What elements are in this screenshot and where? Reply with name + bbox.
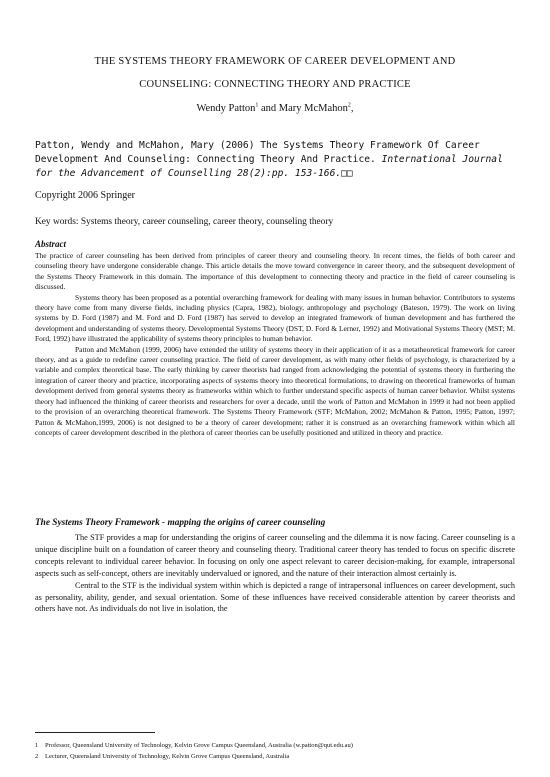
author-line-comma: ,	[350, 103, 354, 114]
section-body	[35, 532, 515, 615]
author-name-2: and Mary McMahon	[258, 103, 348, 114]
citation-journal: International Journal for the Advancement of Counselling 28(2):pp. 153-166.	[35, 154, 503, 179]
copyright-notice: Copyright 2006 Springer	[35, 190, 135, 201]
citation-trailing-marks: □□	[341, 168, 353, 179]
abstract-paragraph-1: The practice of career counseling has been derived from principles of career theory and counseling theory. In recent times, the fields of both career and counseling theory have undergone considerable change. This article details the move toward convergence in career theory, and the subsequent development of the Systems Theory Framework in this domain. The importance of this development to connecting theory and practice in the field of career counseling is discussed.	[35, 251, 515, 292]
footnote-text-1: Professor, Queensland University of Technology, Kelvin Grove Campus Queensland, Australia (w.patton@qut.edu.au)	[45, 742, 353, 749]
footnote-ref-2: 2	[347, 102, 351, 109]
abstract-body	[35, 251, 515, 438]
footnote-ref-1: 1	[255, 102, 259, 109]
paper-title-line-1: THE SYSTEMS THEORY FRAMEWORK OF CAREER DEVELOPMENT AND	[94, 56, 456, 67]
abstract-heading: Abstract	[35, 239, 67, 249]
footnote-text-2: Lecturer, Queensland University of Technology, Kelvin Grove Campus Queensland, Australia	[45, 753, 290, 760]
abstract-paragraph-3: Patton and McMahon (1999, 2006) have extended the utility of systems theory in their application of it as a metatheoretical framework for career theory, and as a guide to redefine career counseling practice. The field of career development, as with many other fields of psychology, is characterized by a variable and complex theoretical base. The early thinking by career theorists had ranged from acknowledging the potential of systems theory in furthering the integration of career theory and practice, incorporating aspects of systems theory into theoretical formulations, to drawing on theoretical frameworks of human development derived from general systems theory as frameworks within which to further understand specific aspects of human career behavior. Whilst systems theory had influenced the thinking of career theorists and researchers for over a decade, until the work of Patton and McMahon in 1999 it had not been applied to the provision of an overarching theoretical framework. The Systems Theory Framework (STF; McMahon, 2002; McMahon & Patton, 1995; Patton, 1997; Patton & McMahon,1999, 2006) is not designed to be a theory of career development; rather it is construed as an overarching framework within which all concepts of career development described in the plethora of career theories can be usefully positioned and utilized in theory and practice.	[35, 344, 515, 437]
footnote-divider	[35, 732, 155, 733]
abstract-paragraph-2: Systems theory has been proposed as a potential overarching framework for dealing with many issues in human behavior. Contributors to systems theory have come from many diverse fields, including physics (Capra, 1982), biology, anthropology and psychology (Bateson, 1979). The work on living systems by D. Ford (1987) and M. Ford and D. Ford (1987) has served to develop an integrated framework of human development and has furthered the development and understanding of systems theory. Developmental Systems Theory (DST, D. Ford & Lerner, 1992) and Motivational Systems Theory (MST; M. Ford, 1992) have illustrated the applicability of systems theory principles to human behavior.	[35, 292, 515, 344]
keywords-line: Key words: Systems theory, career counseling, career theory, counseling theory	[35, 217, 334, 227]
footnote-number-1: 1	[35, 742, 39, 749]
paper-title-line-2: COUNSELING: CONNECTING THEORY AND PRACTICE	[139, 79, 411, 90]
citation-block	[35, 139, 515, 181]
footnote-number-2: 2	[35, 753, 39, 760]
section-paragraph-1: The STF provides a map for understanding the origins of career counseling and the dilemma it is now facing. Career counseling is a unique discipline built on a foundation of career theory and counseling theory. Traditional career theory has tended to focus on specific discrete concepts relevant to individual career behavior. In focusing on only one aspect relevant to career decision-making, for example, intrapersonal aspects such as self-concept, others are inevitably undervalued or ignored, and the nature of their interaction almost certainly is.	[35, 533, 515, 578]
section-heading: The Systems Theory Framework - mapping the origins of career counseling	[35, 518, 326, 528]
footnote-2	[35, 752, 515, 761]
author-name-1: Wendy Patton	[196, 103, 256, 114]
section-paragraph-2: Central to the STF is the individual system within which is depicted a range of intrapersonal influences on career development, such as personality, ability, gender, and sexual orientation. Some of these influences have received considerable attention by career theorists and others have not. As individuals do not live in isolation, the	[35, 580, 515, 614]
footnote-1	[35, 741, 515, 750]
author-line	[40, 103, 510, 114]
citation-text: Patton, Wendy and McMahon, Mary (2006) The Systems Theory Framework Of Career Development And Counseling: Connecting Theory And Practice.	[35, 140, 480, 165]
